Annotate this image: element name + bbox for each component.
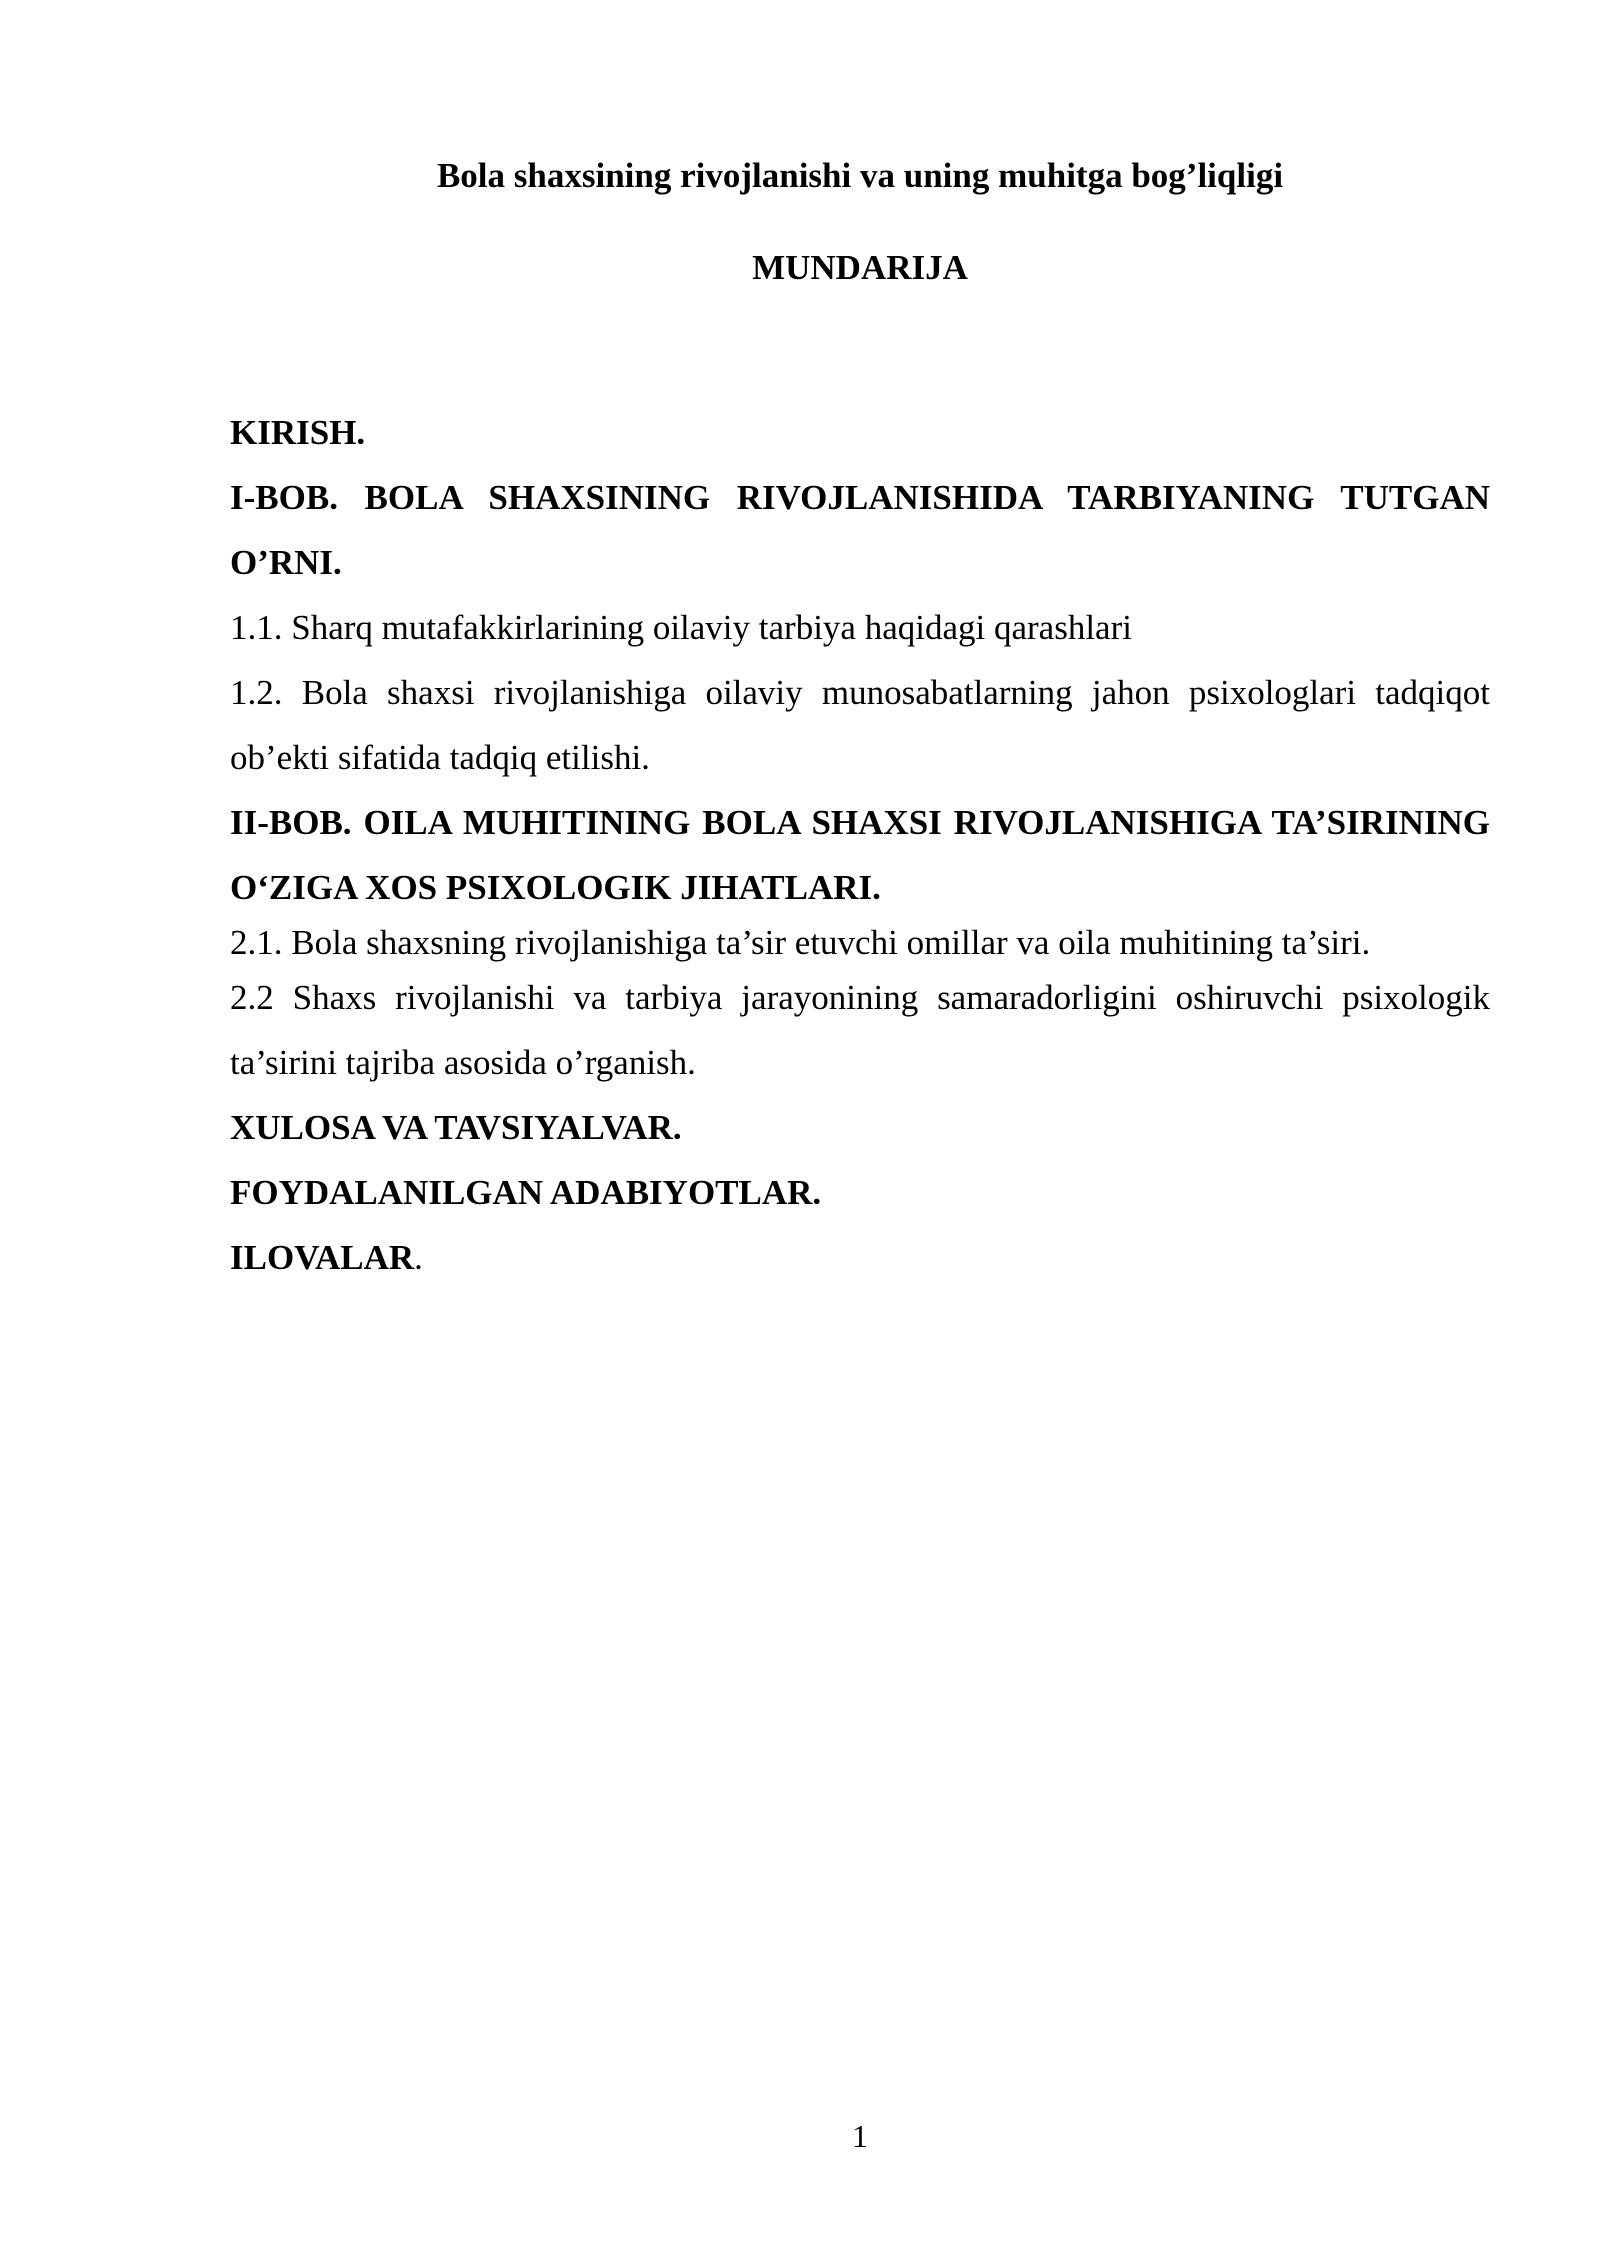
toc-entry-introduction: KIRISH. <box>230 413 366 452</box>
toc-entry-conclusion: XULOSA VA TAVSIYALVAR. <box>230 1108 682 1147</box>
toc-entry-section-2-1: 2.1. Bola shaxsning rivojlanishiga ta’sir etuvchi omillar va oila muhitining ta’siri. <box>230 923 1371 962</box>
toc-entry-chapter-1: I-BOB. BOLA SHAXSINING RIVOJLANISHIDA TARBIYANING TUTGAN O’RNI. <box>230 478 1490 582</box>
toc-entry-section-2-2: 2.2 Shaxs rivojlanishi va tarbiya jarayonining samaradorligini oshiruvchi psixologik ta’sirini tajriba asosida o’rganish. <box>230 978 1490 1082</box>
document-title: Bola shaxsining rivojlanishi va uning muhitga bog’liqligi <box>436 156 1284 195</box>
toc-heading: MUNDARIJA <box>752 248 968 287</box>
toc-entry-appendices <box>230 1225 1490 1290</box>
page-number: 1 <box>852 2118 868 2154</box>
toc-entry-section-1-1: 1.1. Sharq mutafakkirlarining oilaviy tarbiya haqidagi qarashlari <box>230 608 1132 647</box>
toc-entry-appendices-period: . <box>414 1238 423 1277</box>
toc-entry-references: FOYDALANILGAN ADABIYOTLAR. <box>230 1173 822 1212</box>
toc-entry-chapter-2: II-BOB. OILA MUHITINING BOLA SHAXSI RIVOJLANISHIGA TA’SIRINING O‘ZIGA XOS PSIXOLOGIK JIHATLARI. <box>230 803 1490 907</box>
toc-entry-section-1-2: 1.2. Bola shaxsi rivojlanishiga oilaviy munosabatlarning jahon psixologlari tadqiqot ob’ekti sifatida tadqiq etilishi. <box>230 673 1490 777</box>
table-of-contents <box>230 400 1490 1290</box>
toc-entry-appendices-label: ILOVALAR <box>230 1238 415 1277</box>
